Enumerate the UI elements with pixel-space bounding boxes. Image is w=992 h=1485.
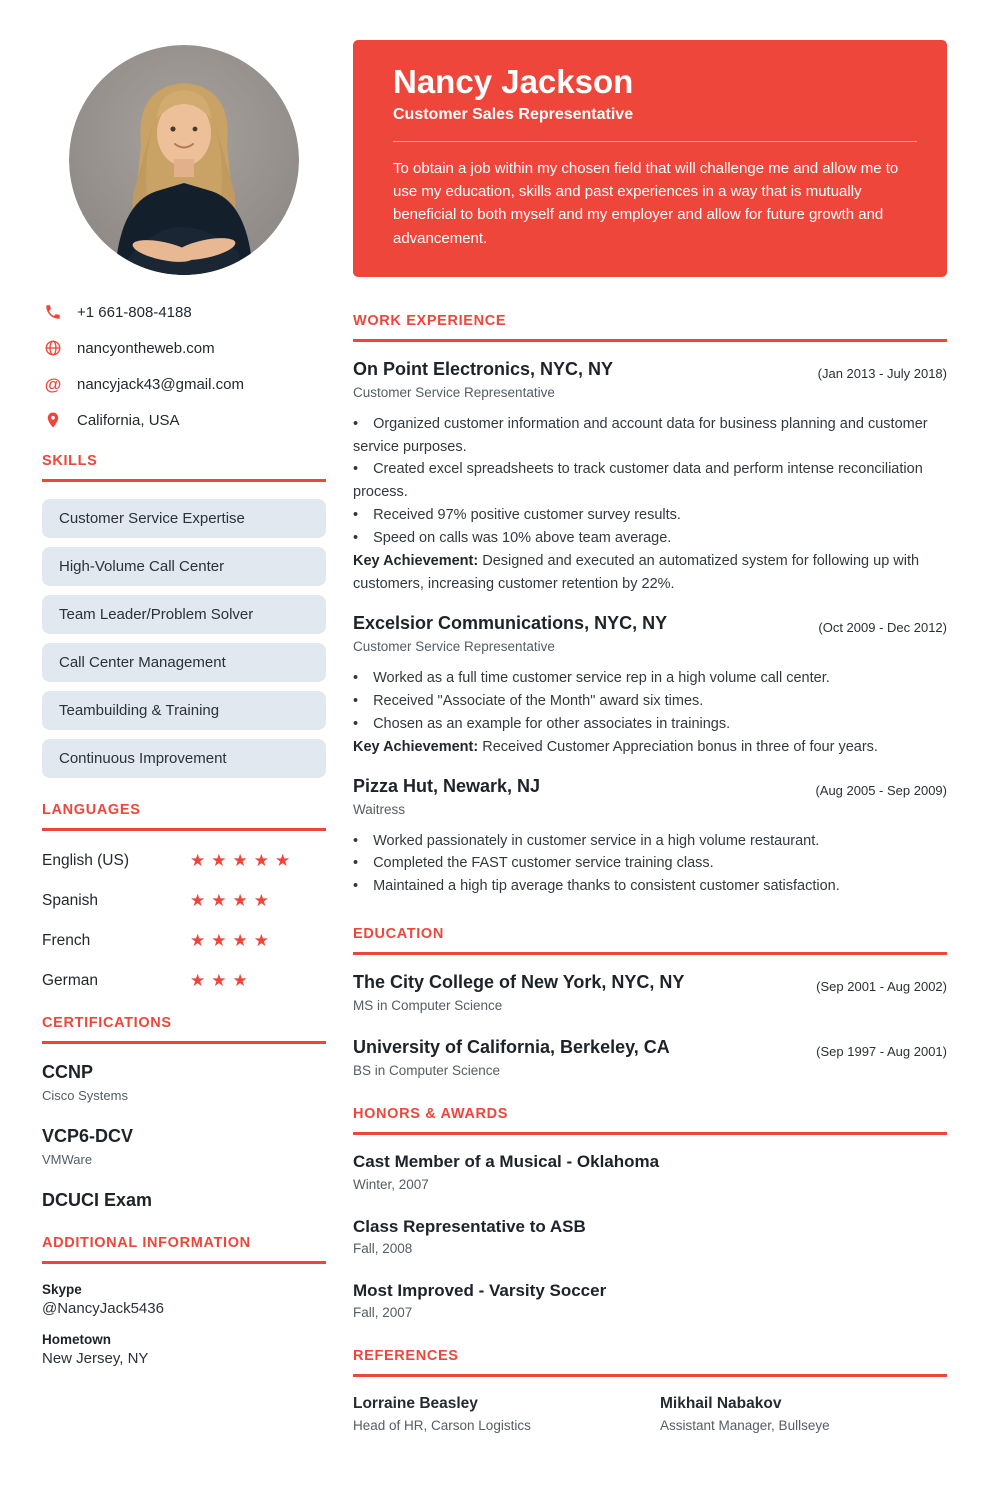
references-heading: REFERENCES [353, 1348, 947, 1377]
contact-email-text: nancyjack43@gmail.com [77, 375, 244, 393]
job-entry [353, 613, 947, 759]
header-divider [393, 141, 917, 142]
school-name: The City College of New York, NYC, NY [353, 972, 685, 993]
award-date: Fall, 2008 [353, 1241, 413, 1256]
candidate-title: Customer Sales Representative [393, 106, 634, 124]
additional-info-heading: ADDITIONAL INFORMATION [42, 1235, 326, 1264]
contact-website[interactable] [44, 339, 324, 357]
skill-pill: Team Leader/Problem Solver [42, 595, 326, 634]
main-content [353, 40, 947, 1461]
references-section [353, 1348, 947, 1433]
job-bullet: • Received "Associate of the Month" award six times. [353, 690, 947, 713]
key-achievement-label: Key Achievement: [353, 738, 483, 755]
job-bullet: • Speed on calls was 10% above team average. [353, 527, 947, 550]
contact-location [44, 411, 324, 429]
language-rating-stars: ★★★ [190, 971, 254, 990]
additional-info-value: New Jersey, NY [42, 1350, 149, 1367]
certification-name: VCP6-DCV [42, 1126, 134, 1146]
contact-phone-text: +1 661-808-4188 [77, 303, 192, 321]
job-key-achievement [353, 736, 947, 759]
job-bullet: • Completed the FAST customer service training class. [353, 852, 947, 875]
language-row [42, 891, 326, 911]
additional-info-label: Hometown [42, 1332, 111, 1347]
job-bullet: • Worked passionately in customer service in a high volume restaurant. [353, 830, 947, 853]
degree: BS in Computer Science [353, 1063, 501, 1079]
job-dates: (Jan 2013 - July 2018) [817, 365, 947, 381]
contact-email[interactable] [44, 375, 324, 393]
job-role: Customer Service Representative [353, 384, 555, 400]
job-entry [353, 359, 947, 596]
job-company: On Point Electronics, NYC, NY [353, 358, 614, 379]
language-name: Spanish [42, 892, 99, 909]
language-name: German [42, 972, 98, 989]
job-role: Waitress [353, 801, 406, 817]
profile-photo [69, 45, 299, 275]
job-bullet: • Organized customer information and account data for business planning and customer service purposes. [353, 413, 947, 459]
school-name: University of California, Berkeley, CA [353, 1037, 670, 1058]
honors-awards-section [353, 1106, 947, 1320]
location-pin-icon [44, 411, 62, 429]
job-entry [353, 776, 947, 899]
at-icon: @ [44, 374, 62, 394]
reference-name: Mikhail Nabakov [660, 1395, 782, 1413]
certification-org: VMWare [42, 1152, 93, 1167]
skill-pill: Continuous Improvement [42, 739, 326, 778]
school-dates: (Sep 2001 - Aug 2002) [816, 979, 947, 995]
profile-photo-illustration [69, 45, 299, 275]
additional-info-item [42, 1332, 326, 1367]
contact-location-text: California, USA [77, 411, 180, 429]
honors-awards-heading: HONORS & AWARDS [353, 1106, 947, 1135]
language-row [42, 851, 326, 871]
certification-item [42, 1126, 326, 1167]
work-experience-heading: WORK EXPERIENCE [353, 313, 947, 342]
additional-info-list [42, 1282, 326, 1367]
job-dates: (Aug 2005 - Sep 2009) [815, 782, 947, 798]
certification-item [42, 1190, 326, 1211]
languages-heading: LANGUAGES [42, 802, 326, 831]
job-bullet: • Worked as a full time customer service rep in a high volume call center. [353, 667, 947, 690]
reference-entry [660, 1395, 947, 1433]
reference-role: Head of HR, Carson Logistics [353, 1418, 531, 1434]
header-card [353, 40, 947, 277]
job-bullets [353, 830, 947, 899]
job-company: Pizza Hut, Newark, NJ [353, 775, 541, 796]
key-achievement-text: Designed and executed an automatized system for following up with customers, increasing customer retention by 22%. [353, 553, 920, 592]
award-name: Cast Member of a Musical - Oklahoma [353, 1152, 660, 1172]
language-rating-stars: ★★★★ [190, 931, 275, 950]
key-achievement-text: Received Customer Appreciation bonus in three of four years. [482, 738, 878, 755]
award-date: Fall, 2007 [353, 1305, 413, 1321]
language-row [42, 971, 326, 991]
certification-name: CCNP [42, 1062, 94, 1082]
certification-org: Cisco Systems [42, 1088, 128, 1103]
key-achievement-label: Key Achievement: [353, 553, 483, 570]
reference-entry [353, 1395, 640, 1433]
award-entry [353, 1152, 947, 1191]
skill-pill: Call Center Management [42, 643, 326, 682]
job-bullets [353, 413, 947, 596]
career-objective: To obtain a job within my chosen field that will challenge me and allow me to use my education, skills and past experiences in a way that is mutually beneficial to both myself and my employer and allow for future growth and advancement. [393, 160, 899, 247]
job-dates: (Oct 2009 - Dec 2012) [818, 619, 947, 635]
skill-pill: Customer Service Expertise [42, 499, 326, 538]
language-rating-stars: ★★★★ [190, 891, 275, 910]
certifications-list [42, 1062, 326, 1211]
additional-info-item [42, 1282, 326, 1317]
languages-list [42, 851, 326, 991]
school-dates: (Sep 1997 - Aug 2001) [816, 1044, 947, 1060]
job-bullet: • Chosen as an example for other associates in trainings. [353, 713, 947, 736]
language-rating-stars: ★★★★★ [190, 851, 297, 870]
education-heading: EDUCATION [353, 926, 947, 955]
certification-item [42, 1062, 326, 1103]
language-row [42, 931, 326, 951]
job-bullet: • Received 97% positive customer survey results. [353, 504, 947, 527]
job-key-achievement [353, 550, 947, 596]
reference-name: Lorraine Beasley [353, 1395, 478, 1413]
left-sidebar [42, 40, 326, 1461]
job-role: Customer Service Representative [353, 638, 555, 654]
additional-info-value: @NancyJack5436 [42, 1300, 164, 1317]
award-entry [353, 1217, 947, 1256]
additional-info-label: Skype [42, 1282, 82, 1297]
award-entry [353, 1281, 947, 1320]
language-name: English (US) [42, 852, 129, 869]
references-list [353, 1395, 947, 1433]
skill-pill: High-Volume Call Center [42, 547, 326, 586]
degree: MS in Computer Science [353, 998, 503, 1014]
education-entry [353, 972, 947, 1013]
job-company: Excelsior Communications, NYC, NY [353, 612, 668, 633]
certifications-heading: CERTIFICATIONS [42, 1015, 326, 1044]
contact-info [44, 303, 324, 429]
reference-role: Assistant Manager, Bullseye [660, 1418, 830, 1434]
skills-list [42, 499, 326, 778]
job-bullets [353, 667, 947, 759]
certification-name: DCUCI Exam [42, 1190, 153, 1210]
education-entry [353, 1037, 947, 1078]
award-date: Winter, 2007 [353, 1176, 429, 1192]
skills-heading: SKILLS [42, 453, 326, 482]
award-name: Most Improved - Varsity Soccer [353, 1281, 607, 1300]
contact-website-text: nancyontheweb.com [77, 339, 215, 357]
language-name: French [42, 932, 91, 949]
job-bullet: • Created excel spreadsheets to track customer data and perform intense reconciliation process. [353, 458, 947, 504]
education-section [353, 926, 947, 1078]
work-experience-section [353, 313, 947, 899]
award-name: Class Representative to ASB [353, 1216, 586, 1236]
globe-icon [44, 339, 62, 357]
job-bullet: • Maintained a high tip average thanks to consistent customer satisfaction. [353, 875, 947, 898]
skill-pill: Teambuilding & Training [42, 691, 326, 730]
contact-phone[interactable] [44, 303, 324, 321]
phone-icon [44, 303, 62, 321]
candidate-name: Nancy Jackson [393, 63, 634, 100]
